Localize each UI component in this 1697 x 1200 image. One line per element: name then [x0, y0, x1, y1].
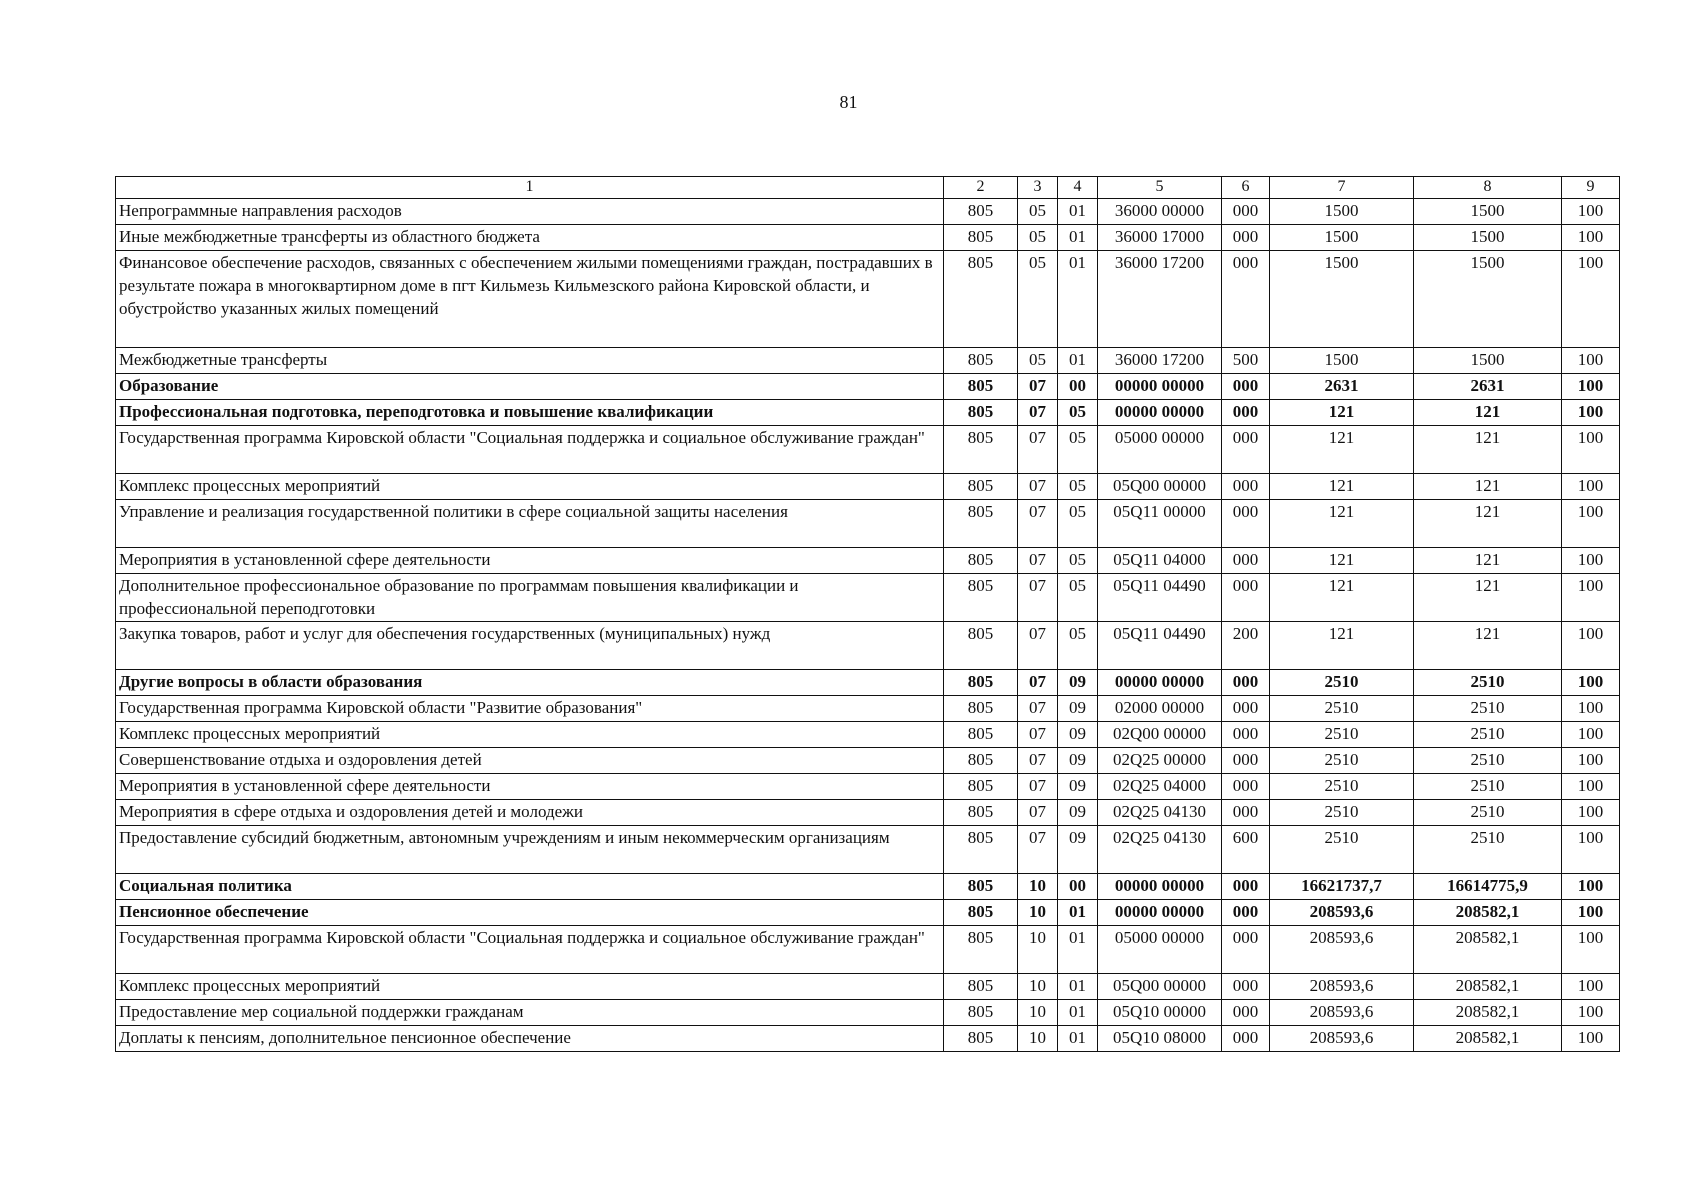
table-row — [116, 900, 1620, 926]
target-article-cell: 00000 00000 — [1098, 874, 1222, 900]
expense-type-cell: 000 — [1222, 926, 1270, 974]
code-cell: 805 — [944, 225, 1018, 251]
row-name-cell: Финансовое обеспечение расходов, связанных с обеспечением жилыми помещениями граждан, пострадавших в результате пожара в многоквартирном доме в пгт Кильмезь Кильмезского района Кировской области, и обустройство указанных жилых помещений — [116, 251, 944, 348]
target-article-cell: 00000 00000 — [1098, 670, 1222, 696]
percent-cell: 100 — [1562, 774, 1620, 800]
row-name-cell: Предоставление мер социальной поддержки гражданам — [116, 1000, 944, 1026]
section-cell: 07 — [1018, 500, 1058, 548]
actual-value-cell: 2510 — [1414, 722, 1562, 748]
percent-cell: 100 — [1562, 622, 1620, 670]
section-cell: 07 — [1018, 574, 1058, 622]
column-header: 8 — [1414, 177, 1562, 199]
target-article-cell: 05Q00 00000 — [1098, 474, 1222, 500]
plan-value-cell: 1500 — [1270, 225, 1414, 251]
target-article-cell: 02Q25 04130 — [1098, 800, 1222, 826]
section-cell: 07 — [1018, 722, 1058, 748]
section-cell: 07 — [1018, 670, 1058, 696]
table-row — [116, 400, 1620, 426]
section-cell: 07 — [1018, 474, 1058, 500]
plan-value-cell: 121 — [1270, 574, 1414, 622]
code-cell: 805 — [944, 500, 1018, 548]
table-row — [116, 826, 1620, 874]
subsection-cell: 01 — [1058, 974, 1098, 1000]
percent-cell: 100 — [1562, 348, 1620, 374]
subsection-cell: 05 — [1058, 426, 1098, 474]
row-name-cell: Профессиональная подготовка, переподготовка и повышение квалификации — [116, 400, 944, 426]
subsection-cell: 01 — [1058, 900, 1098, 926]
actual-value-cell: 1500 — [1414, 348, 1562, 374]
percent-cell: 100 — [1562, 500, 1620, 548]
row-name-cell: Предоставление субсидий бюджетным, автономным учреждениям и иным некоммерческим организациям — [116, 826, 944, 874]
table-body — [116, 199, 1620, 1052]
row-name-cell: Государственная программа Кировской области "Социальная поддержка и социальное обслуживание граждан" — [116, 926, 944, 974]
expense-type-cell: 000 — [1222, 1026, 1270, 1052]
expense-type-cell: 000 — [1222, 874, 1270, 900]
expense-type-cell: 500 — [1222, 348, 1270, 374]
target-article-cell: 05Q11 04490 — [1098, 574, 1222, 622]
percent-cell: 100 — [1562, 426, 1620, 474]
row-name-cell: Государственная программа Кировской области "Социальная поддержка и социальное обслуживание граждан" — [116, 426, 944, 474]
subsection-cell: 05 — [1058, 474, 1098, 500]
actual-value-cell: 121 — [1414, 574, 1562, 622]
code-cell: 805 — [944, 1000, 1018, 1026]
section-cell: 07 — [1018, 748, 1058, 774]
row-name-cell: Доплаты к пенсиям, дополнительное пенсионное обеспечение — [116, 1026, 944, 1052]
actual-value-cell: 121 — [1414, 474, 1562, 500]
actual-value-cell: 1500 — [1414, 199, 1562, 225]
percent-cell: 100 — [1562, 1026, 1620, 1052]
table-row — [116, 670, 1620, 696]
section-cell: 10 — [1018, 1000, 1058, 1026]
budget-table — [115, 176, 1620, 1052]
plan-value-cell: 2510 — [1270, 748, 1414, 774]
section-cell: 07 — [1018, 800, 1058, 826]
code-cell: 805 — [944, 774, 1018, 800]
percent-cell: 100 — [1562, 400, 1620, 426]
percent-cell: 100 — [1562, 900, 1620, 926]
actual-value-cell: 121 — [1414, 548, 1562, 574]
column-header: 9 — [1562, 177, 1620, 199]
percent-cell: 100 — [1562, 722, 1620, 748]
table-row — [116, 696, 1620, 722]
plan-value-cell: 121 — [1270, 500, 1414, 548]
plan-value-cell: 2510 — [1270, 826, 1414, 874]
section-cell: 05 — [1018, 225, 1058, 251]
row-name-cell: Мероприятия в установленной сфере деятельности — [116, 548, 944, 574]
code-cell: 805 — [944, 199, 1018, 225]
code-cell: 805 — [944, 974, 1018, 1000]
percent-cell: 100 — [1562, 926, 1620, 974]
target-article-cell: 00000 00000 — [1098, 900, 1222, 926]
expense-type-cell: 000 — [1222, 670, 1270, 696]
section-cell: 07 — [1018, 548, 1058, 574]
actual-value-cell: 208582,1 — [1414, 926, 1562, 974]
plan-value-cell: 121 — [1270, 426, 1414, 474]
code-cell: 805 — [944, 926, 1018, 974]
actual-value-cell: 208582,1 — [1414, 900, 1562, 926]
subsection-cell: 09 — [1058, 748, 1098, 774]
plan-value-cell: 208593,6 — [1270, 1000, 1414, 1026]
target-article-cell: 05Q10 00000 — [1098, 1000, 1222, 1026]
table-header-row — [116, 177, 1620, 199]
code-cell: 805 — [944, 400, 1018, 426]
plan-value-cell: 121 — [1270, 400, 1414, 426]
plan-value-cell: 1500 — [1270, 199, 1414, 225]
table-row — [116, 722, 1620, 748]
column-header: 7 — [1270, 177, 1414, 199]
section-cell: 05 — [1018, 348, 1058, 374]
expense-type-cell: 000 — [1222, 474, 1270, 500]
table-row — [116, 774, 1620, 800]
plan-value-cell: 16621737,7 — [1270, 874, 1414, 900]
section-cell: 07 — [1018, 374, 1058, 400]
expense-type-cell: 000 — [1222, 500, 1270, 548]
actual-value-cell: 121 — [1414, 622, 1562, 670]
code-cell: 805 — [944, 748, 1018, 774]
percent-cell: 100 — [1562, 474, 1620, 500]
row-name-cell: Комплекс процессных мероприятий — [116, 722, 944, 748]
code-cell: 805 — [944, 800, 1018, 826]
row-name-cell: Образование — [116, 374, 944, 400]
table-row — [116, 874, 1620, 900]
expense-type-cell: 000 — [1222, 696, 1270, 722]
plan-value-cell: 208593,6 — [1270, 1026, 1414, 1052]
section-cell: 05 — [1018, 199, 1058, 225]
percent-cell: 100 — [1562, 826, 1620, 874]
subsection-cell: 00 — [1058, 374, 1098, 400]
section-cell: 07 — [1018, 426, 1058, 474]
expense-type-cell: 200 — [1222, 622, 1270, 670]
expense-type-cell: 600 — [1222, 826, 1270, 874]
section-cell: 05 — [1018, 251, 1058, 348]
percent-cell: 100 — [1562, 670, 1620, 696]
actual-value-cell: 121 — [1414, 500, 1562, 548]
expense-type-cell: 000 — [1222, 900, 1270, 926]
expense-type-cell: 000 — [1222, 1000, 1270, 1026]
actual-value-cell: 2510 — [1414, 670, 1562, 696]
expense-type-cell: 000 — [1222, 426, 1270, 474]
percent-cell: 100 — [1562, 974, 1620, 1000]
expense-type-cell: 000 — [1222, 800, 1270, 826]
actual-value-cell: 2631 — [1414, 374, 1562, 400]
expense-type-cell: 000 — [1222, 974, 1270, 1000]
target-article-cell: 05Q00 00000 — [1098, 974, 1222, 1000]
row-name-cell: Закупка товаров, работ и услуг для обеспечения государственных (муниципальных) нужд — [116, 622, 944, 670]
section-cell: 10 — [1018, 900, 1058, 926]
section-cell: 10 — [1018, 874, 1058, 900]
plan-value-cell: 208593,6 — [1270, 974, 1414, 1000]
subsection-cell: 01 — [1058, 926, 1098, 974]
target-article-cell: 36000 17200 — [1098, 348, 1222, 374]
section-cell: 07 — [1018, 826, 1058, 874]
actual-value-cell: 2510 — [1414, 826, 1562, 874]
code-cell: 805 — [944, 426, 1018, 474]
code-cell: 805 — [944, 548, 1018, 574]
column-header: 4 — [1058, 177, 1098, 199]
plan-value-cell: 121 — [1270, 622, 1414, 670]
section-cell: 10 — [1018, 926, 1058, 974]
actual-value-cell: 121 — [1414, 400, 1562, 426]
row-name-cell: Мероприятия в сфере отдыха и оздоровления детей и молодежи — [116, 800, 944, 826]
column-header: 5 — [1098, 177, 1222, 199]
section-cell: 07 — [1018, 774, 1058, 800]
subsection-cell: 05 — [1058, 622, 1098, 670]
subsection-cell: 01 — [1058, 225, 1098, 251]
section-cell: 07 — [1018, 696, 1058, 722]
subsection-cell: 00 — [1058, 874, 1098, 900]
target-article-cell: 00000 00000 — [1098, 374, 1222, 400]
actual-value-cell: 2510 — [1414, 800, 1562, 826]
code-cell: 805 — [944, 1026, 1018, 1052]
percent-cell: 100 — [1562, 800, 1620, 826]
column-header: 1 — [116, 177, 944, 199]
code-cell: 805 — [944, 622, 1018, 670]
actual-value-cell: 208582,1 — [1414, 974, 1562, 1000]
subsection-cell: 01 — [1058, 199, 1098, 225]
code-cell: 805 — [944, 874, 1018, 900]
subsection-cell: 01 — [1058, 1000, 1098, 1026]
percent-cell: 100 — [1562, 251, 1620, 348]
percent-cell: 100 — [1562, 374, 1620, 400]
actual-value-cell: 2510 — [1414, 696, 1562, 722]
actual-value-cell: 208582,1 — [1414, 1000, 1562, 1026]
target-article-cell: 00000 00000 — [1098, 400, 1222, 426]
percent-cell: 100 — [1562, 548, 1620, 574]
expense-type-cell: 000 — [1222, 748, 1270, 774]
code-cell: 805 — [944, 826, 1018, 874]
section-cell: 10 — [1018, 974, 1058, 1000]
table-row — [116, 926, 1620, 974]
actual-value-cell: 16614775,9 — [1414, 874, 1562, 900]
table-row — [116, 348, 1620, 374]
table-row — [116, 500, 1620, 548]
subsection-cell: 09 — [1058, 774, 1098, 800]
code-cell: 805 — [944, 670, 1018, 696]
code-cell: 805 — [944, 900, 1018, 926]
code-cell: 805 — [944, 474, 1018, 500]
code-cell: 805 — [944, 722, 1018, 748]
row-name-cell: Иные межбюджетные трансферты из областного бюджета — [116, 225, 944, 251]
code-cell: 805 — [944, 374, 1018, 400]
subsection-cell: 01 — [1058, 1026, 1098, 1052]
percent-cell: 100 — [1562, 748, 1620, 774]
plan-value-cell: 2510 — [1270, 800, 1414, 826]
target-article-cell: 05Q11 00000 — [1098, 500, 1222, 548]
actual-value-cell: 2510 — [1414, 774, 1562, 800]
percent-cell: 100 — [1562, 199, 1620, 225]
actual-value-cell: 1500 — [1414, 251, 1562, 348]
table-row — [116, 1000, 1620, 1026]
row-name-cell: Социальная политика — [116, 874, 944, 900]
section-cell: 07 — [1018, 400, 1058, 426]
plan-value-cell: 2510 — [1270, 696, 1414, 722]
subsection-cell: 09 — [1058, 800, 1098, 826]
target-article-cell: 05000 00000 — [1098, 426, 1222, 474]
percent-cell: 100 — [1562, 874, 1620, 900]
target-article-cell: 02000 00000 — [1098, 696, 1222, 722]
subsection-cell: 09 — [1058, 826, 1098, 874]
plan-value-cell: 2631 — [1270, 374, 1414, 400]
actual-value-cell: 1500 — [1414, 225, 1562, 251]
actual-value-cell: 121 — [1414, 426, 1562, 474]
expense-type-cell: 000 — [1222, 722, 1270, 748]
percent-cell: 100 — [1562, 225, 1620, 251]
row-name-cell: Пенсионное обеспечение — [116, 900, 944, 926]
table-row — [116, 548, 1620, 574]
plan-value-cell: 121 — [1270, 548, 1414, 574]
row-name-cell: Дополнительное профессиональное образование по программам повышения квалификации и профессиональной переподготовки — [116, 574, 944, 622]
row-name-cell: Межбюджетные трансферты — [116, 348, 944, 374]
table-row — [116, 1026, 1620, 1052]
subsection-cell: 05 — [1058, 548, 1098, 574]
plan-value-cell: 1500 — [1270, 348, 1414, 374]
target-article-cell: 05000 00000 — [1098, 926, 1222, 974]
row-name-cell: Другие вопросы в области образования — [116, 670, 944, 696]
subsection-cell: 09 — [1058, 670, 1098, 696]
row-name-cell: Комплекс процессных мероприятий — [116, 474, 944, 500]
target-article-cell: 36000 17000 — [1098, 225, 1222, 251]
subsection-cell: 09 — [1058, 696, 1098, 722]
target-article-cell: 36000 00000 — [1098, 199, 1222, 225]
column-header: 3 — [1018, 177, 1058, 199]
code-cell: 805 — [944, 348, 1018, 374]
table-row — [116, 800, 1620, 826]
plan-value-cell: 121 — [1270, 474, 1414, 500]
subsection-cell: 05 — [1058, 400, 1098, 426]
subsection-cell: 01 — [1058, 251, 1098, 348]
table-row — [116, 974, 1620, 1000]
section-cell: 10 — [1018, 1026, 1058, 1052]
table-row — [116, 748, 1620, 774]
table-row — [116, 251, 1620, 348]
expense-type-cell: 000 — [1222, 400, 1270, 426]
expense-type-cell: 000 — [1222, 548, 1270, 574]
table-row — [116, 622, 1620, 670]
table-row — [116, 199, 1620, 225]
table-row — [116, 225, 1620, 251]
column-header: 6 — [1222, 177, 1270, 199]
actual-value-cell: 2510 — [1414, 748, 1562, 774]
column-header: 2 — [944, 177, 1018, 199]
percent-cell: 100 — [1562, 1000, 1620, 1026]
expense-type-cell: 000 — [1222, 225, 1270, 251]
target-article-cell: 36000 17200 — [1098, 251, 1222, 348]
row-name-cell: Комплекс процессных мероприятий — [116, 974, 944, 1000]
table-row — [116, 426, 1620, 474]
expense-type-cell: 000 — [1222, 374, 1270, 400]
actual-value-cell: 208582,1 — [1414, 1026, 1562, 1052]
row-name-cell: Управление и реализация государственной политики в сфере социальной защиты населения — [116, 500, 944, 548]
expense-type-cell: 000 — [1222, 574, 1270, 622]
plan-value-cell: 2510 — [1270, 722, 1414, 748]
row-name-cell: Государственная программа Кировской области "Развитие образования" — [116, 696, 944, 722]
code-cell: 805 — [944, 574, 1018, 622]
section-cell: 07 — [1018, 622, 1058, 670]
expense-type-cell: 000 — [1222, 199, 1270, 225]
target-article-cell: 05Q11 04490 — [1098, 622, 1222, 670]
plan-value-cell: 2510 — [1270, 774, 1414, 800]
code-cell: 805 — [944, 251, 1018, 348]
plan-value-cell: 1500 — [1270, 251, 1414, 348]
row-name-cell: Совершенствование отдыха и оздоровления детей — [116, 748, 944, 774]
plan-value-cell: 208593,6 — [1270, 926, 1414, 974]
table-row — [116, 574, 1620, 622]
plan-value-cell: 2510 — [1270, 670, 1414, 696]
table-row — [116, 374, 1620, 400]
percent-cell: 100 — [1562, 574, 1620, 622]
target-article-cell: 02Q25 04130 — [1098, 826, 1222, 874]
target-article-cell: 05Q11 04000 — [1098, 548, 1222, 574]
subsection-cell: 01 — [1058, 348, 1098, 374]
percent-cell: 100 — [1562, 696, 1620, 722]
code-cell: 805 — [944, 696, 1018, 722]
row-name-cell: Непрограммные направления расходов — [116, 199, 944, 225]
target-article-cell: 02Q00 00000 — [1098, 722, 1222, 748]
target-article-cell: 05Q10 08000 — [1098, 1026, 1222, 1052]
expense-type-cell: 000 — [1222, 774, 1270, 800]
target-article-cell: 02Q25 00000 — [1098, 748, 1222, 774]
subsection-cell: 05 — [1058, 500, 1098, 548]
plan-value-cell: 208593,6 — [1270, 900, 1414, 926]
page-number: 81 — [839, 92, 858, 112]
subsection-cell: 09 — [1058, 722, 1098, 748]
row-name-cell: Мероприятия в установленной сфере деятельности — [116, 774, 944, 800]
table-row — [116, 474, 1620, 500]
target-article-cell: 02Q25 04000 — [1098, 774, 1222, 800]
expense-type-cell: 000 — [1222, 251, 1270, 348]
subsection-cell: 05 — [1058, 574, 1098, 622]
